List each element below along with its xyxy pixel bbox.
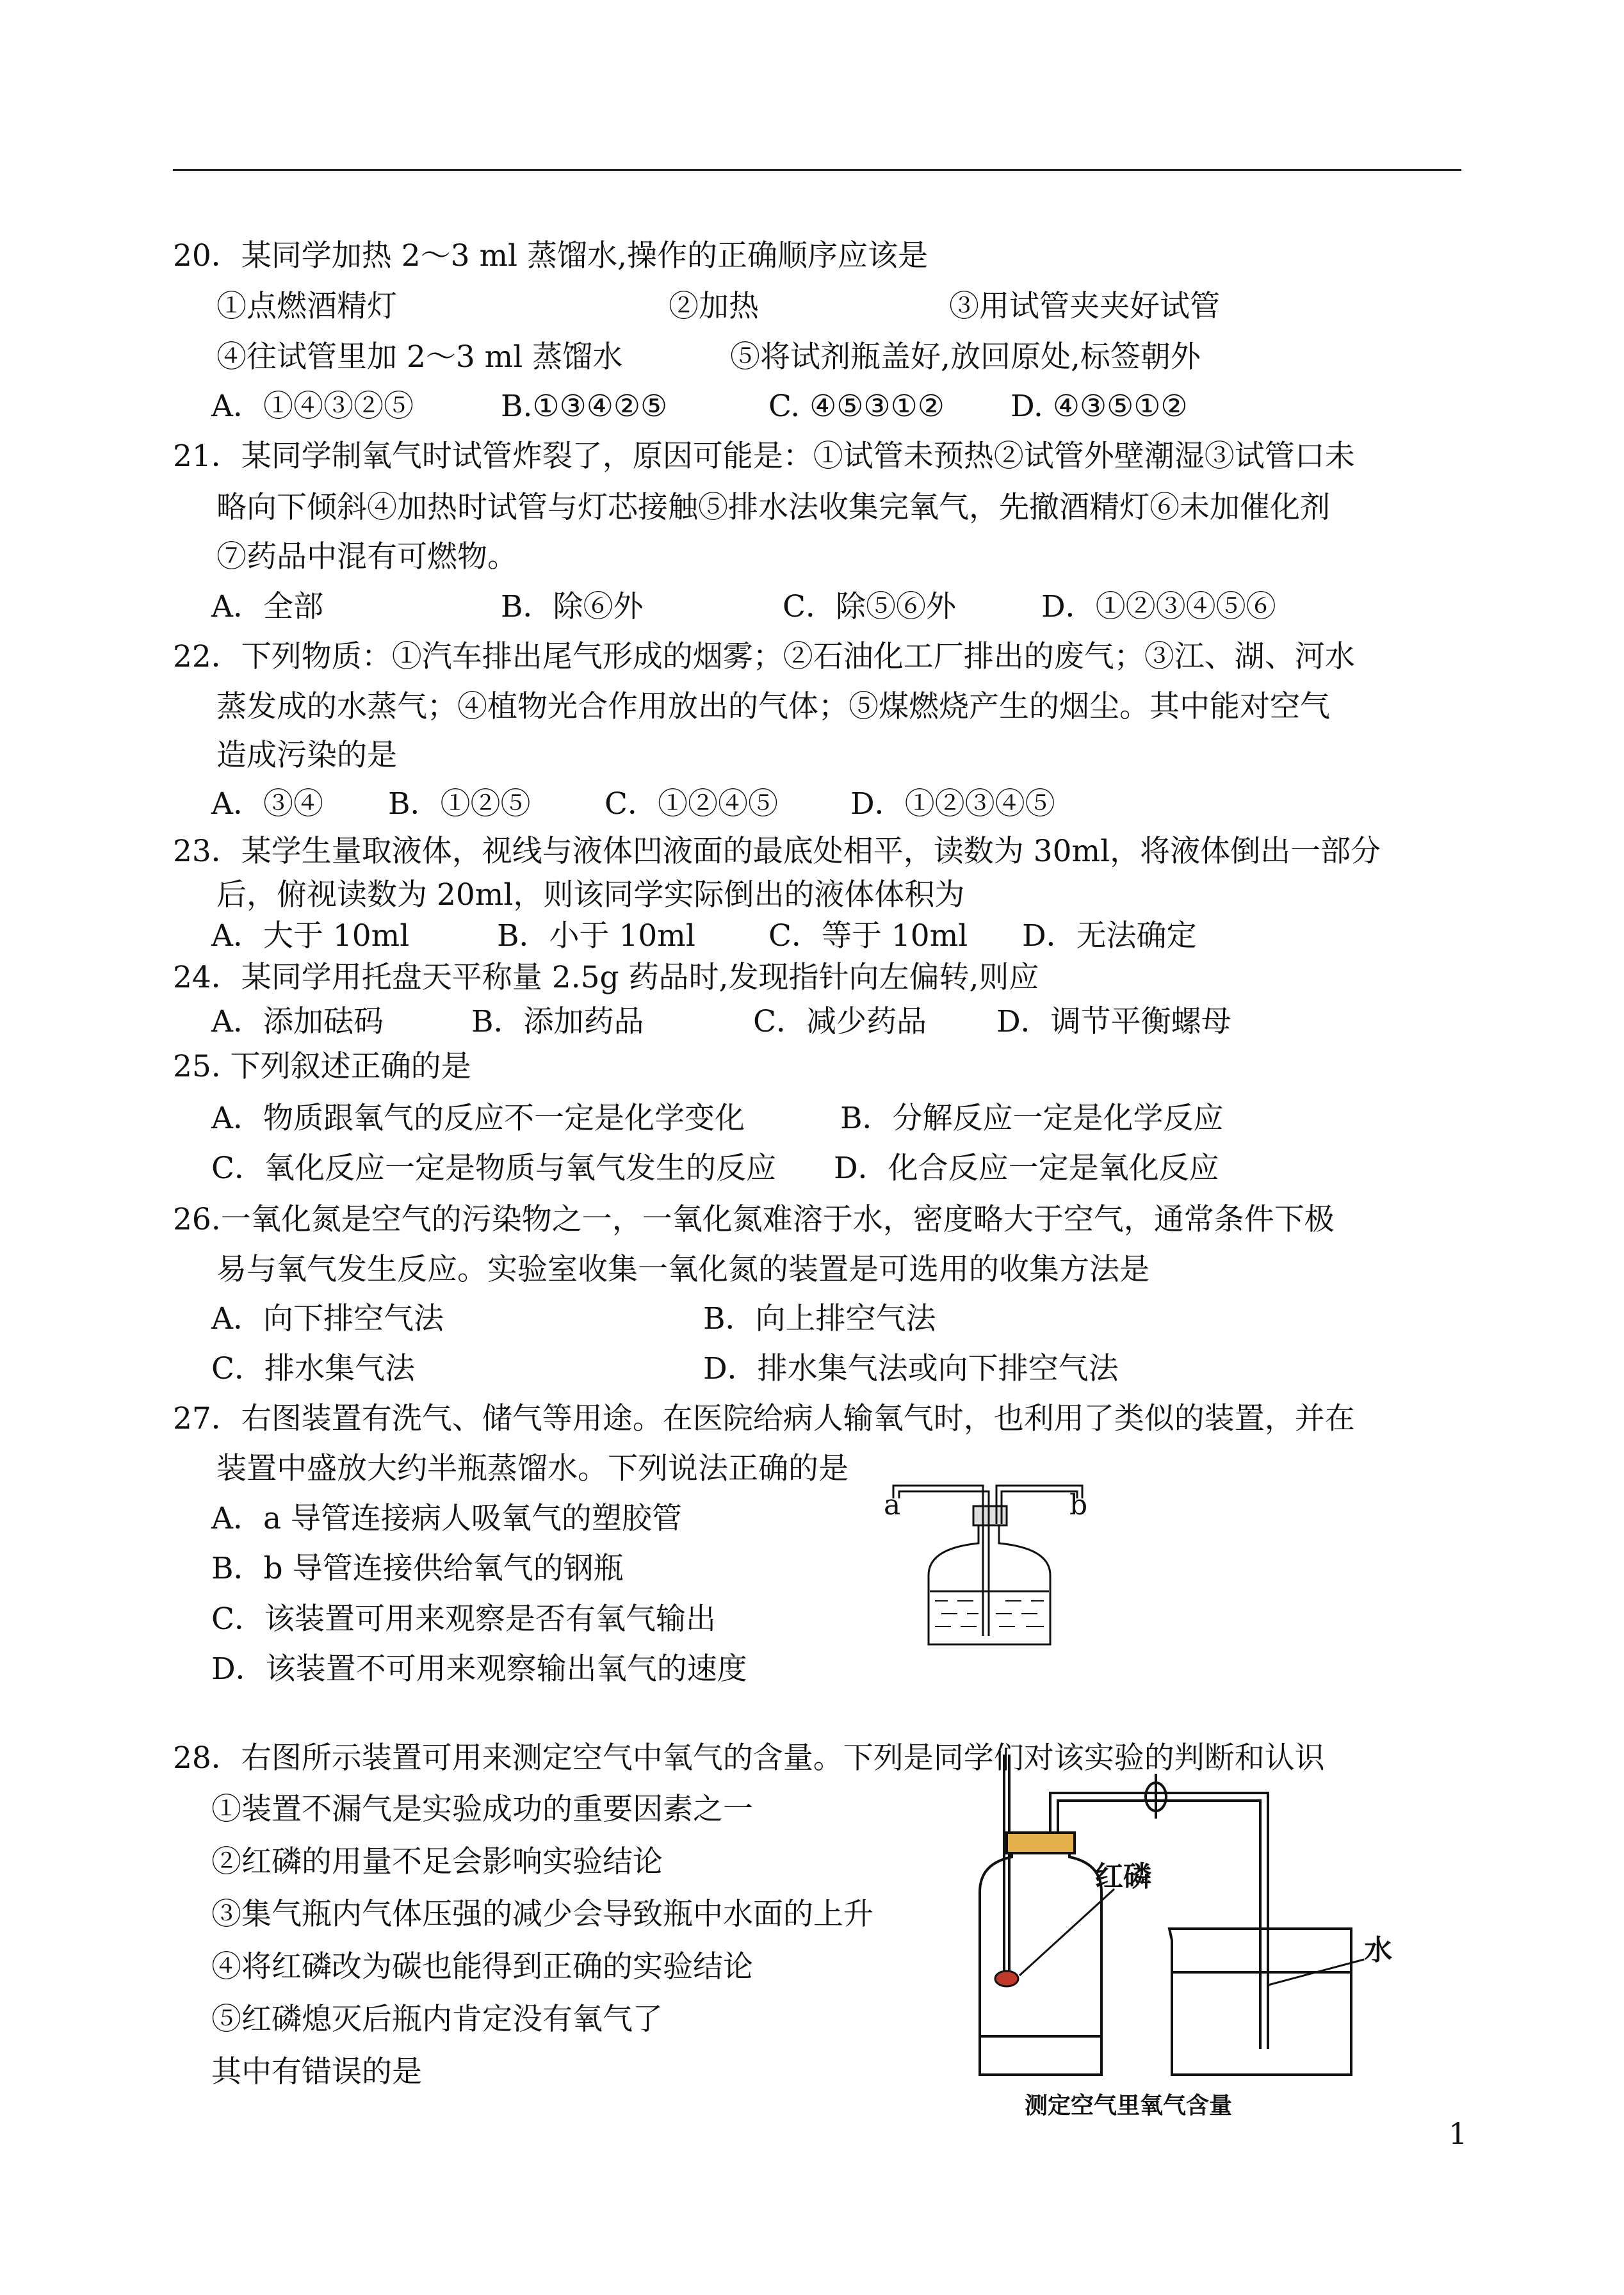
q25-option-c: C．氧化反应一定是物质与氧气发生的反应	[211, 1151, 776, 1186]
q26-option-c: C．排水集气法	[211, 1351, 415, 1386]
q28-apparatus-figure	[967, 1755, 1428, 2126]
q22-line-1: 22．下列物质：①汽车排出尾气形成的烟雾；②石油化工厂排出的废气；③江、湖、河水	[173, 639, 1355, 674]
q26-line-2: 易与氧气发生反应。实验室收集一氧化氮的装置是可选用的收集方法是	[216, 1252, 1149, 1287]
q20-option-c: C. ④⑤③①②	[768, 389, 945, 424]
q28-item-2: ②红磷的用量不足会影响实验结论	[211, 1844, 663, 1879]
q24-option-b: B．添加药品	[471, 1004, 644, 1039]
q25-option-a: A．物质跟氧气的反应不一定是化学变化	[211, 1101, 745, 1136]
q24-option-a: A．添加砝码	[211, 1004, 384, 1039]
q27-option-c: C．该装置可用来观察是否有氧气输出	[211, 1602, 716, 1637]
q21-line-3: ⑦药品中混有可燃物。	[216, 539, 517, 574]
q27-label-a: a	[884, 1489, 901, 1521]
header-rule	[173, 169, 1461, 171]
q23-option-c: C．等于 10ml	[768, 918, 968, 953]
q27-option-d: D．该装置不可用来观察输出氧气的速度	[211, 1651, 747, 1687]
q22-line-3: 造成污染的是	[216, 738, 397, 773]
q28-item-4: ④将红磷改为碳也能得到正确的实验结论	[211, 1949, 753, 1984]
q27-washing-bottle-figure	[884, 1460, 1108, 1652]
q23-option-b: B．小于 10ml	[497, 918, 695, 953]
q20-step-3: ③用试管夹夹好试管	[949, 289, 1220, 324]
q23-option-a: A．大于 10ml	[211, 918, 410, 953]
q20-step-5: ⑤将试剂瓶盖好,放回原处,标签朝外	[730, 339, 1201, 375]
q27-label-b: b	[1069, 1489, 1088, 1521]
q20-step-1: ①点燃酒精灯	[216, 289, 397, 324]
q22-line-2: 蒸发成的水蒸气；④植物光合作用放出的气体；⑤煤燃烧产生的烟尘。其中能对空气	[216, 689, 1330, 724]
q27-option-b: B．b 导管连接供给氧气的钢瓶	[211, 1551, 624, 1586]
q28-stem: 28．右图所示装置可用来测定空气中氧气的含量。下列是同学们对该实验的判断和认识	[173, 1740, 1325, 1776]
q24-stem: 24．某同学用托盘天平称量 2.5g 药品时,发现指针向左偏转,则应	[173, 960, 1039, 995]
q20-step-4: ④往试管里加 2～3 ml 蒸馏水	[216, 339, 623, 375]
q27-line-1: 27．右图装置有洗气、储气等用途。在医院给病人输氧气时，也利用了类似的装置，并在	[173, 1401, 1355, 1436]
q28-figure-caption: 测定空气里氧气含量	[1025, 2092, 1233, 2119]
q28-item-3: ③集气瓶内气体压强的减少会导致瓶中水面的上升	[211, 1897, 873, 1932]
q26-option-b: B．向上排空气法	[703, 1301, 936, 1336]
q20-step-2: ②加热	[669, 289, 759, 324]
q20-option-a: A．①④③②⑤	[211, 389, 414, 424]
q24-option-c: C．减少药品	[753, 1004, 927, 1039]
q28-label-phosphorus: 红磷	[1095, 1860, 1151, 1893]
q22-option-c: C．①②④⑤	[605, 786, 778, 822]
q24-option-d: D．调节平衡螺母	[996, 1004, 1231, 1039]
q23-line-1: 23．某学生量取液体，视线与液体凹液面的最底处相平，读数为 30ml，将液体倒出一部分	[173, 834, 1381, 869]
page-number: 1	[1449, 2116, 1468, 2151]
q21-option-d: D．①②③④⑤⑥	[1041, 589, 1276, 624]
q28-item-5: ⑤红磷熄灭后瓶内肯定没有氧气了	[211, 2002, 663, 2037]
q27-option-a: A．a 导管连接病人吸氧气的塑胶管	[211, 1501, 682, 1536]
q21-option-a: A．全部	[211, 589, 323, 624]
q20-stem: 20．某同学加热 2～3 ml 蒸馏水,操作的正确顺序应该是	[173, 238, 928, 273]
q23-option-d: D．无法确定	[1022, 918, 1197, 953]
q20-option-b: B.①③④②⑤	[501, 389, 668, 424]
q21-line-1: 21．某同学制氧气时试管炸裂了，原因可能是：①试管未预热②试管外壁潮湿③试管口未	[173, 439, 1355, 474]
q26-line-1: 26.一氧化氮是空气的污染物之一，一氧化氮难溶于水，密度略大于空气，通常条件下极	[173, 1202, 1335, 1237]
q20-option-d: D. ④③⑤①②	[1011, 389, 1188, 424]
q22-option-b: B．①②⑤	[388, 786, 531, 822]
q25-option-b: B．分解反应一定是化学反应	[840, 1101, 1224, 1136]
q28-item-1: ①装置不漏气是实验成功的重要因素之一	[211, 1792, 753, 1827]
q22-option-d: D．①②③④⑤	[850, 786, 1055, 822]
q26-option-a: A．向下排空气法	[211, 1301, 444, 1336]
red-phosphorus-icon	[995, 1971, 1018, 1986]
q28-closing: 其中有错误的是	[211, 2054, 422, 2089]
q26-option-d: D．排水集气法或向下排空气法	[703, 1351, 1119, 1386]
q28-label-water: 水	[1364, 1934, 1392, 1967]
q21-line-2: 略向下倾斜④加热时试管与灯芯接触⑤排水法收集完氧气，先撤酒精灯⑥未加催化剂	[216, 490, 1330, 525]
q27-line-2: 装置中盛放大约半瓶蒸馏水。下列说法正确的是	[216, 1451, 849, 1486]
clamp-icon	[1146, 1774, 1166, 1819]
q22-option-a: A．③④	[211, 786, 323, 822]
q23-line-2: 后，俯视读数为 20ml，则该同学实际倒出的液体体积为	[216, 877, 965, 912]
q21-option-c: C．除⑤⑥外	[783, 589, 956, 624]
q25-option-d: D．化合反应一定是氧化反应	[834, 1151, 1219, 1186]
q25-stem: 25. 下列叙述正确的是	[173, 1049, 471, 1084]
q21-option-b: B．除⑥外	[501, 589, 644, 624]
